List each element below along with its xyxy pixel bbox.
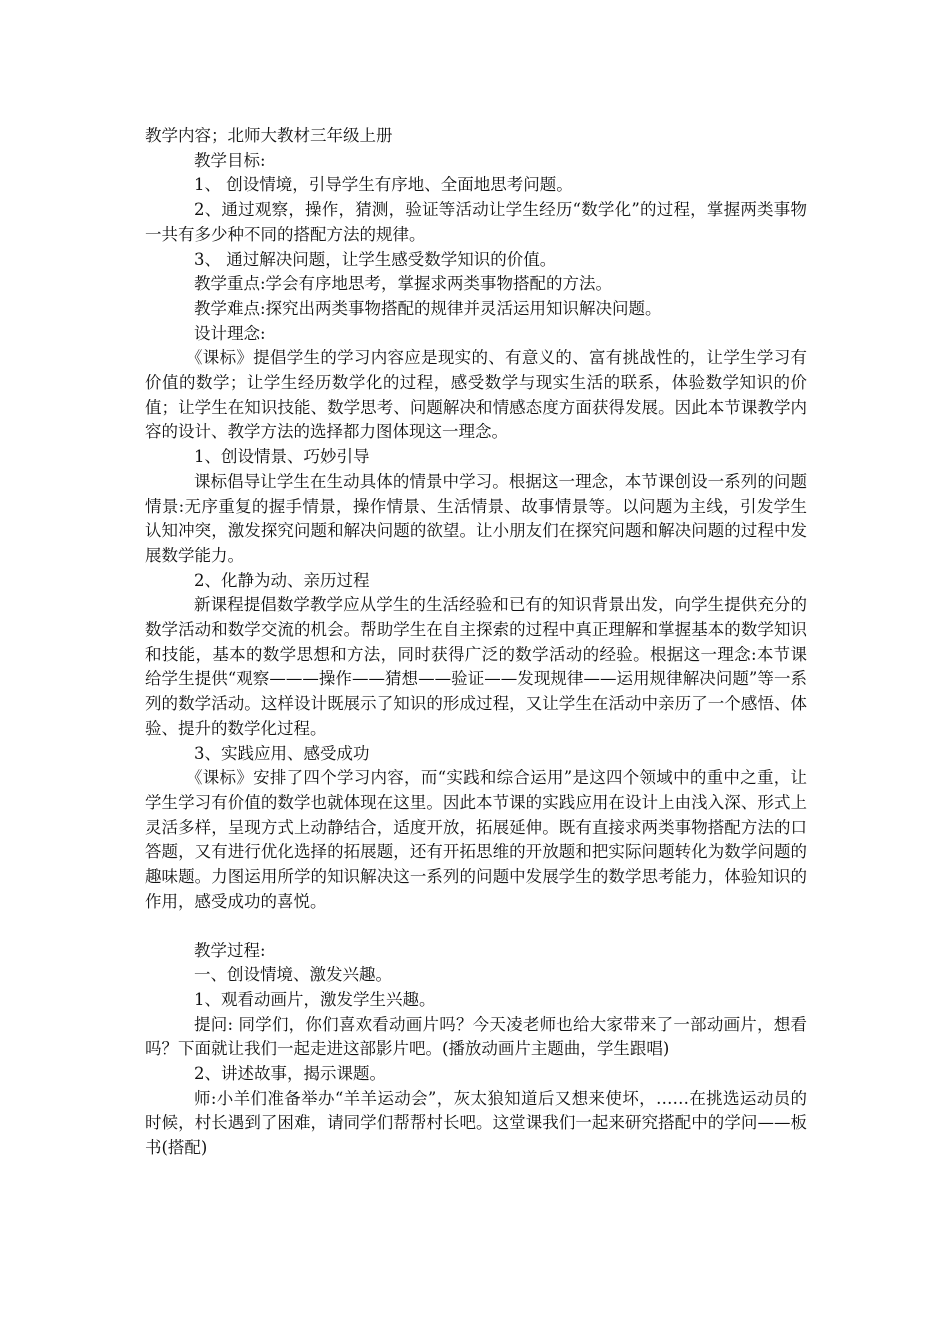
goal-2: 2、通过观察，操作，猜测，验证等活动让学生经历“数学化”的过程，掌握两类事物一共有多少种不同的搭配方法的规律。: [145, 200, 807, 244]
section-1-title: 1、创设情景、巧妙引导: [194, 447, 370, 467]
design-heading: 设计理念:: [194, 323, 266, 343]
question-paragraph: 提问: 同学们，你们喜欢看动画片吗？今天凌老师也给大家带来了一部动画片，想看吗？下面就让我们一起走进这部影片吧。(播放动画片主题曲，学生跟唱): [145, 1014, 807, 1059]
goal-1: 1、 创设情境，引导学生有序地、全面地思考问题。: [194, 175, 573, 195]
blank-line: [145, 915, 807, 939]
section-2-title: 2、化静为动、亲历过程: [194, 570, 370, 590]
section-3-title: 3、实践应用、感受成功: [194, 743, 370, 763]
teacher-paragraph: 师:小羊们准备举办“羊羊运动会”，灰太狼知道后又想来使坏，……在挑选运动员的时候，村长遇到了困难，请同学们帮帮村长吧。这堂课我们一起来研究搭配中的学问——板书(搭配): [145, 1088, 807, 1158]
section-2-body: 新课程提倡数学教学应从学生的生活经验和已有的知识背景出发，向学生提供充分的数学活动和数学交流的机会。帮助学生在自主探索的过程中真正理解和掌握基本的数学知识和技能，基本的数学思想和方法，同时获得广泛的数学活动的经验。根据这一理念:本节课给学生提供“观察———操作——猜想——验证——发现规律——运用规律解决问题”等一系列的数学活动。这样设计既展示了知识的形成过程，又让学生在活动中亲历了一个感悟、体验、提升的数学化过程。: [145, 595, 807, 738]
process-step-1-1: 1、观看动画片，激发学生兴趣。: [194, 989, 436, 1009]
design-paragraph: 《课标》提倡学生的学习内容应是现实的、有意义的、富有挑战性的，让学生学习有价值的数学；让学生经历数学化的过程，感受数学与现实生活的联系，体验数学知识的价值；让学生在知识技能、数学思考、问题解决和情感态度方面获得发展。因此本节课教学内容的设计、教学方法的选择都力图体现这一理念。: [145, 348, 807, 442]
process-heading: 教学过程:: [194, 940, 266, 960]
goals-heading: 教学目标:: [194, 150, 266, 170]
key-point: 教学重点:学会有序地思考，掌握求两类事物搭配的方法。: [194, 274, 613, 294]
difficulty: 教学难点:探究出两类事物搭配的规律并灵活运用知识解决问题。: [194, 298, 662, 318]
document-body: [145, 124, 807, 1161]
goal-3: 3、 通过解决问题，让学生感受数学知识的价值。: [194, 249, 557, 269]
content-line: 教学内容；北师大教材三年级上册: [145, 126, 393, 145]
process-step-1-2: 2、讲述故事，揭示课题。: [194, 1064, 386, 1084]
section-1-body: 课标倡导让学生在生动具体的情景中学习。根据这一理念，本节课创设一系列的问题情景:无序重复的握手情景，操作情景、生活情景、故事情景等。以问题为主线，引发学生认知冲突，激发探究问题和解决问题的欲望。让小朋友们在探究问题和解决问题的过程中发展数学能力。: [145, 471, 807, 565]
section-3-body: 《课标》安排了四个学习内容，而“实践和综合运用”是这四个领域中的重中之重，让学生学习有价值的数学也就体现在这里。因此本节课的实践应用在设计上由浅入深、形式上灵活多样，呈现方式上动静结合，适度开放，拓展延伸。既有直接求两类事物搭配方法的口答题，又有进行优化选择的拓展题，还有开拓思维的开放题和把实际问题转化为数学问题的趣味题。力图运用所学的知识解决这一系列的问题中发展学生的数学思考能力，体验知识的作用，感受成功的喜悦。: [145, 768, 807, 911]
process-step-1: 一、创设情境、激发兴趣。: [194, 965, 392, 985]
